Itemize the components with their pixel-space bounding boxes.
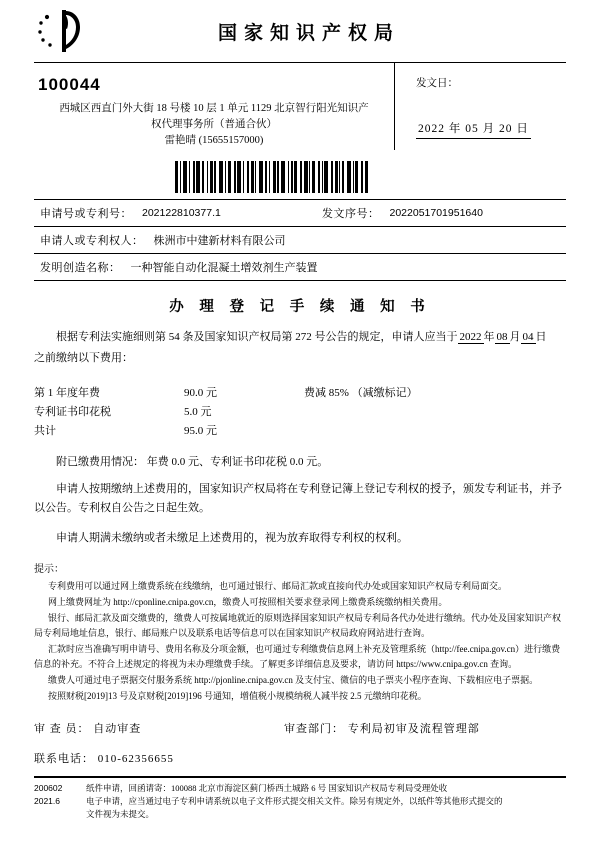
applicant-label: 申请人或专利权人： [40, 235, 144, 247]
examiner-value: 自动审查 [93, 723, 142, 735]
application-number-value: 202122810377.1 [142, 207, 221, 219]
addressee-line-3: 雷艳晴 (15655157000) [164, 135, 264, 146]
fee-amount: 5.0 元 [184, 406, 212, 418]
postal-code: 100044 [38, 75, 101, 94]
invention-title-label: 发明创造名称： [40, 262, 121, 274]
month-unit: 月 [509, 331, 521, 343]
fee-name: 第 1 年度年费 [34, 387, 100, 399]
fee-name: 专利证书印花税 [34, 406, 111, 418]
serial-number-value: 2022051701951640 [389, 207, 483, 219]
fee-table [34, 384, 566, 441]
footer [34, 782, 566, 821]
fee-amount: 90.0 元 [184, 387, 217, 399]
footer-divider [34, 776, 566, 778]
table-row [34, 422, 566, 441]
tips-heading: 提示： [34, 564, 64, 575]
serial-number-label: 发文序号： [322, 208, 380, 220]
department-value: 专利局初审及流程管理部 [347, 723, 480, 735]
tip-item: 专利费用可以通过网上缴费系统在线缴纳，也可通过银行、邮局汇款或直接向代办处或国家知识产权局专利局面交。 [48, 581, 508, 591]
department-label: 审查部门： [284, 723, 344, 735]
addressee-line-2: 权代理事务所（普通合伙） [151, 119, 277, 130]
addressee-block [34, 63, 566, 149]
tip-item: 网上缴费网址为 http://cponline.cnipa.gov.cn，缴费人可按照相关要求登录网上缴费系统缴纳相关费用。 [48, 597, 448, 607]
footer-form-code [34, 782, 86, 821]
contact-label: 联系电话： [34, 753, 94, 765]
barcode [175, 161, 425, 193]
footer-text [86, 782, 566, 821]
fee-reduction-note: 费减 85% （减缴标记） [304, 387, 418, 399]
tip-item: 按照财税[2019]13 号及京财税[2019]196 号通知，增值税小规模纳税人减半按 2.5 元缴纳印花税。 [48, 691, 427, 701]
contact-value: 010-62356655 [97, 753, 174, 765]
signature-row [34, 720, 566, 736]
national-emblem-icon [34, 7, 88, 55]
intro-text [34, 328, 566, 347]
tip-item: 汇款时应当准确写明申请号、费用名称及分项金额，也可通过专利缴费信息网上补充及管理系统（http://fee.cnipa.gov.cn）进行缴费信息的补充。不符合上述规定的将视为未办理缴费手续。了解更多详细信息及要求，请访问 https://www.cnipa.gov.cn 查询。 [34, 644, 561, 669]
fee-name: 共计 [34, 425, 56, 437]
table-row [34, 384, 566, 403]
paragraph-1: 申请人按期缴纳上述费用的，国家知识产权局将在专利登记簿上登记专利权的授予，颁发专利证书，并予以公告。专利权自公告之日起生效。 [34, 483, 562, 514]
application-number-label: 申请号或专利号： [40, 208, 132, 220]
examiner-label: 审 查 员： [34, 723, 90, 735]
footer-text-line-1: 纸件申请，回函请寄：100088 北京市海淀区蓟门桥西土城路 6 号 国家知识产权局专利局受理处收 [86, 783, 448, 793]
deadline-year: 2022 [459, 331, 482, 343]
paid-fee-note: 附已缴费用情况： 年费 0.0 元、专利证书印花税 0.0 元。 [56, 456, 329, 468]
footer-code-line-2: 2021.6 [34, 796, 60, 806]
barcode-row [34, 159, 566, 193]
department-cell [284, 720, 480, 736]
intro-part1: 根据专利法实施细则第 54 条及国家知识产权局第 272 号公告的规定，申请人应当于 [56, 331, 458, 343]
table-row [34, 254, 566, 281]
intro-paragraph [34, 328, 566, 368]
paragraph-2: 申请人期满未缴纳或者未缴足上述费用的，视为放弃取得专利权的权利。 [56, 532, 408, 544]
invention-title-value: 一种智能自动化混凝土增效剂生产装置 [130, 262, 318, 274]
table-row [34, 403, 566, 422]
serial-number-cell [316, 205, 566, 221]
tip-item: 银行、邮局汇款及面交缴费的，缴费人可按属地就近的原则选择国家知识产权局专利局各代办处进行缴纳。代办处及国家知识产权局专利局地址信息，银行、邮局账户以及联系电话等信息可以在国家知识产权局政府网站进行查询。 [34, 613, 562, 638]
addressee-divider-vertical [394, 62, 395, 150]
tips-block [34, 562, 566, 704]
field-table [34, 199, 566, 281]
addressee-lines [34, 101, 394, 149]
applicant-value: 株洲市中建新材料有限公司 [153, 235, 286, 247]
intro-part2: 之前缴纳以下费用： [34, 352, 133, 364]
year-unit: 年 [483, 331, 495, 343]
footer-text-line-2: 电子申请，应当通过电子专利申请系统以电子文件形式提交相关文件。除另有规定外，以纸件等其他形式提交的 [86, 796, 503, 806]
addressee-left [34, 63, 394, 149]
table-row [34, 200, 566, 227]
issue-date-label: 发文日： [416, 78, 458, 89]
day-unit: 日 [535, 331, 547, 343]
page-title: 国家知识产权局 [217, 22, 400, 44]
addressee-line-1: 西城区西直门外大街 18 号楼 10 层 1 单元 1129 北京智行阳光知识产 [59, 103, 369, 114]
examiner-cell [34, 720, 284, 736]
document-header [0, 0, 600, 62]
footer-text-line-3: 文件视为未提交。 [86, 809, 155, 819]
contact-row [34, 750, 566, 766]
tip-item: 缴费人可通过电子票据交付服务系统 http://pjonline.cnipa.gov.cn 及支付宝、微信的电子票夹小程序查询、下载相应电子票据。 [48, 675, 539, 685]
paragraph-block [34, 480, 566, 548]
table-row [34, 227, 566, 254]
deadline-day: 04 [522, 331, 534, 343]
footer-code-line-1: 200602 [34, 783, 63, 793]
fee-amount: 95.0 元 [184, 425, 217, 437]
issue-date-value: 2022 年 05 月 20 日 [416, 120, 531, 139]
deadline-month: 08 [496, 331, 508, 343]
notice-title: 办 理 登 记 手 续 通 知 书 [169, 299, 431, 315]
issue-date-block [394, 63, 566, 149]
